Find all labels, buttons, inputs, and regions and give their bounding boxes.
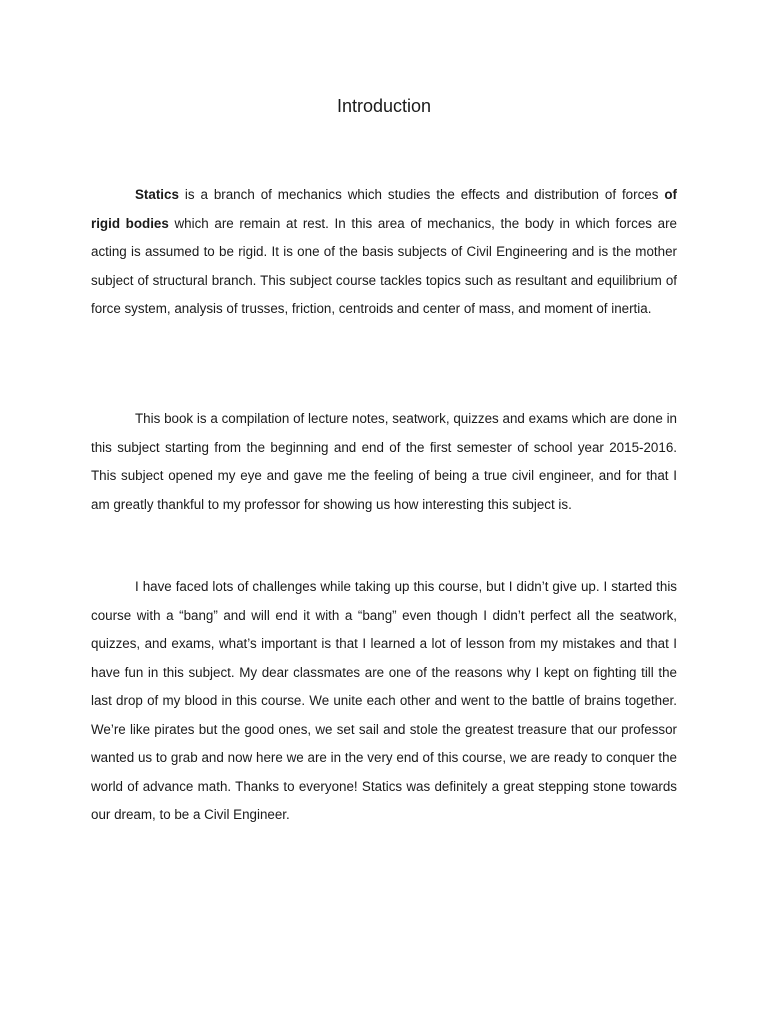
page-title: Introduction	[336, 96, 432, 116]
paragraph-text: which are remain at rest. In this area of mechanics, the body in which forces are acting is assumed to be rigid. It is one of the basis subjects of Civil Engineering and is the mother subject of structural branch. This subject course tackles topics such as resultant and equilibrium of force system, analysis of trusses, friction, centroids and center of mass, and moment of inertia.	[91, 215, 677, 316]
term-rigid-bodies: of rigid bodies	[91, 187, 677, 231]
paragraph-challenges: I have faced lots of challenges while taking up this course, but I didn’t give up. I started this course with a “bang” and will end it with a “bang” even though I didn’t perfect all the seatwork, quizzes, and exams, what’s important is that I learned a lot of lesson from my mistakes and that I have fun in this subject. My dear classmates are one of the reasons why I kept on fighting till the last drop of my blood in this course. We unite each other and went to the battle of brains together. We’re like pirates but the good ones, we set sail and stole the greatest treasure that our professor wanted us to grab and now here we are in the very end of this course, we are ready to conquer the world of advance math. Thanks to everyone! Statics was definitely a great stepping stone towards our dream, to be a Civil Engineer.	[91, 579, 677, 822]
paragraph-text: is a branch of mechanics which studies the effects and distribution of forces	[178, 187, 665, 202]
paragraph-statics-definition	[91, 181, 677, 324]
paragraph-book-compilation: This book is a compilation of lecture notes, seatwork, quizzes and exams which are done in this subject starting from the beginning and end of the first semester of school year 2015-2016. This subject opened my eye and gave me the feeling of being a true civil engineer, and for that I am greatly thankful to my professor for showing us how interesting this subject is.	[91, 411, 677, 512]
term-statics: Statics	[135, 187, 179, 202]
